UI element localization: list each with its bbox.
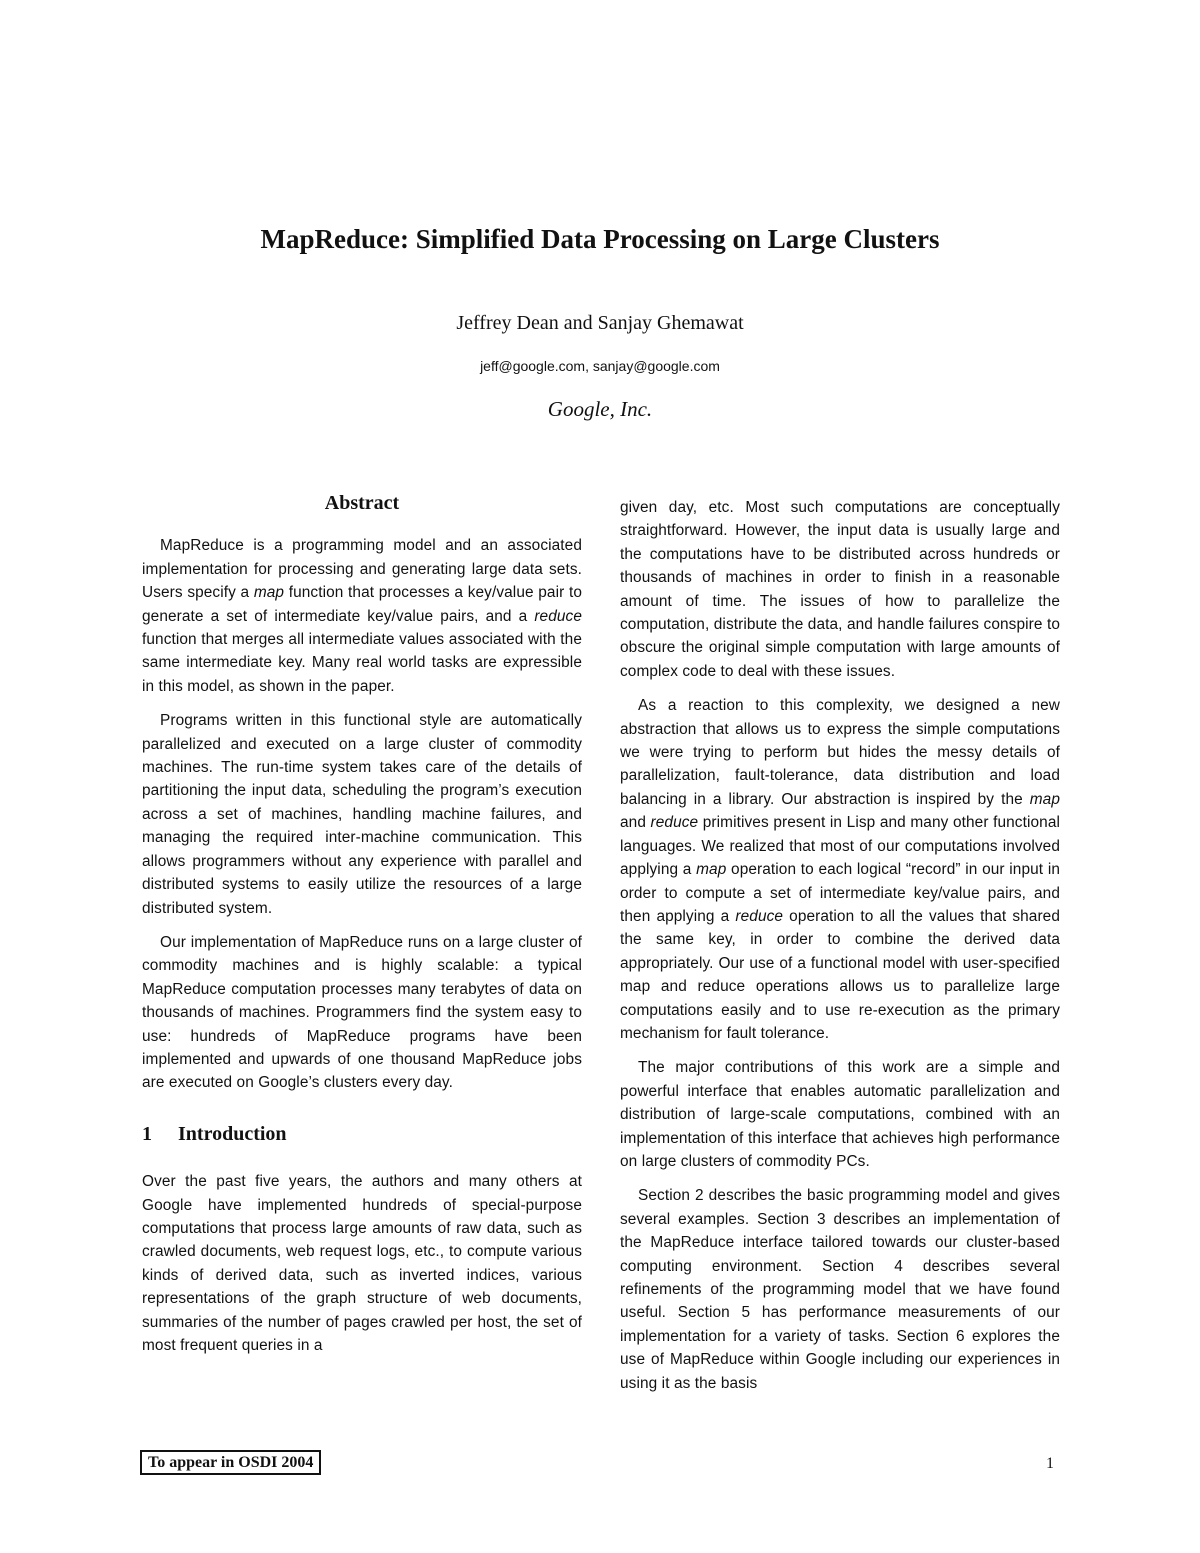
reduce-term: reduce: [650, 814, 699, 832]
section-title: Introduction: [178, 1122, 287, 1145]
map-term: map: [253, 584, 285, 602]
author-emails: jeff@google.com, sanjay@google.com: [480, 358, 720, 374]
intro-paragraph-2: As a reaction to this complexity, we designed a new abstraction that allows us to express the simple computations we were trying to perform but hides the messy details of parallelization, fault-tolerance, data distribution and load balancing in a library. Our abstraction is inspired by the map and reduce primitives present in Lisp and many other functional languages. We realized that most of our computations involved applying a map operation to each logical “record” in our input in order to compute a set of intermediate key/value pairs, and then applying a reduce operation to all the values that shared the same key, in order to combine the derived data appropriately. Our use of a functional model with user-specified map and reduce operations allows us to parallelize large computations easily and to use re-execution as the primary mechanism for fault tolerance.: [620, 697, 1060, 1042]
intro-paragraph-1-continued: given day, etc. Most such computations are conceptually straightforward. However, the input data is usually large and the computations have to be distributed across hundreds or thousands of machines in order to finish in a reasonable amount of time. The issues of how to parallelize the computation, distribute the data, and handle failures conspire to obscure the original simple computation with large amounts of complex code to deal with these issues.: [620, 499, 1060, 680]
abstract-paragraph-2: Programs written in this functional style are automatically parallelized and executed on a large cluster of commodity machines. The run-time system takes care of the details of partitioning the input data, scheduling the program’s execution across a set of machines, handling machine failures, and managing the required inter-machine communication. This allows programmers without any experience with parallel and distributed systems to easily utilize the resources of a large distributed system.: [142, 712, 582, 917]
venue-box: To appear in OSDI 2004: [140, 1450, 321, 1475]
intro-paragraph-4: Section 2 describes the basic programming model and gives several examples. Section 3 describes an implementation of the MapReduce interface tailored towards our cluster-based computing environment. Section 4 describes several refinements of the programming model that we have found useful. Section 5 has performance measurements of our implementation for a variety of tasks. Section 6 explores the use of MapReduce within Google including our experiences in using it as the basis: [620, 1187, 1060, 1392]
section-number: 1: [142, 1122, 152, 1145]
right-column: [620, 496, 1060, 1395]
reduce-term: reduce: [534, 607, 582, 625]
section-heading-introduction: [142, 1123, 582, 1146]
intro-paragraph-3: The major contributions of this work are a simple and powerful interface that enables automatic parallelization and distribution of large-scale computations, combined with an implementation of this interface that achieves high performance on large clusters of commodity PCs.: [620, 1059, 1060, 1170]
abstract-paragraph-1: MapReduce is a programming model and an associated implementation for processing and generating large data sets. Users specify a map function that processes a key/value pair to generate a set of intermediate key/value pairs, and a reduce function that merges all intermediate values associated with the same intermediate key. Many real world tasks are expressible in this model, as shown in the paper.: [142, 537, 582, 695]
abstract-paragraph-3: Our implementation of MapReduce runs on a large cluster of commodity machines and is highly scalable: a typical MapReduce computation processes many terabytes of data on thousands of machines. Programmers find the system easy to use: hundreds of MapReduce programs have been implemented and upwards of one thousand MapReduce jobs are executed on Google’s clusters every day.: [142, 933, 582, 1092]
author-names: Jeffrey Dean and Sanjay Ghemawat: [456, 312, 744, 334]
reduce-term: reduce: [735, 907, 784, 925]
intro-paragraph-1: Over the past five years, the authors and many others at Google have implemented hundreds of special-purpose computations that process large amounts of raw data, such as crawled documents, web request logs, etc., to compute various kinds of derived data, such as inverted indices, various representations of the graph structure of web documents, summaries of the number of pages crawled per host, the set of most frequent queries in a: [142, 1173, 582, 1354]
map-term: map: [696, 861, 727, 879]
affiliation: Google, Inc.: [547, 397, 653, 421]
paper-title: MapReduce: Simplified Data Processing on Large Clusters: [260, 224, 940, 254]
map-term: map: [1029, 790, 1060, 808]
page-number: 1: [1046, 1455, 1054, 1472]
left-column: [142, 492, 582, 1357]
abstract-heading: Abstract: [324, 492, 400, 514]
